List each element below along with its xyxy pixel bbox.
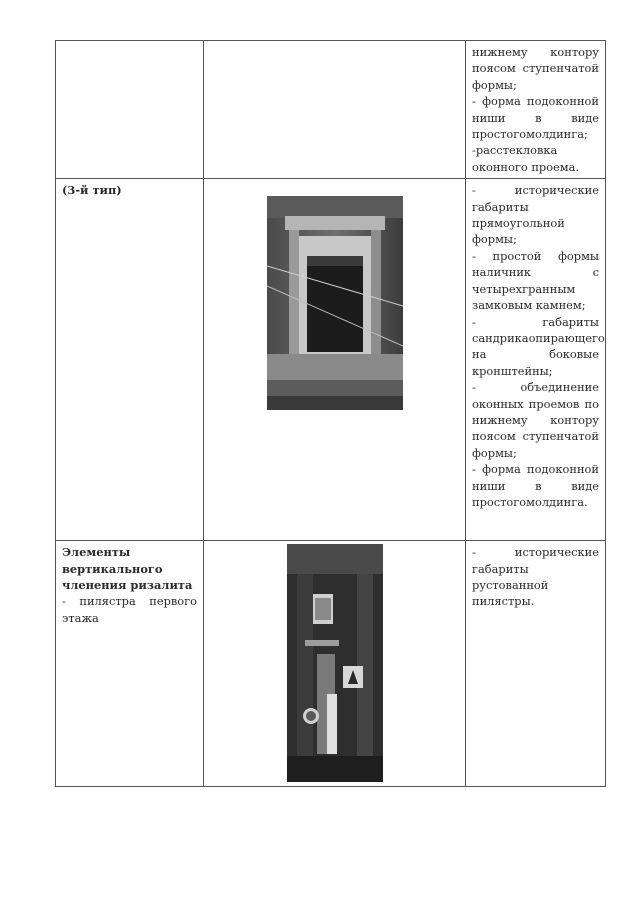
- description-line: -расстекловка: [472, 143, 558, 158]
- description-line: простогомолдинга.: [472, 494, 588, 509]
- row-label: членения ризалита: [62, 578, 193, 593]
- description-line: сандрикаопирающего: [472, 330, 605, 345]
- description-line: ниши в виде: [472, 110, 599, 125]
- description-line: прямоугольной: [472, 216, 565, 231]
- image-cell: [204, 41, 466, 179]
- image-cell: [204, 541, 466, 787]
- description-line: простогомолдинга;: [472, 127, 588, 142]
- description-line: оконных проемов по: [472, 396, 599, 411]
- description-line: поясом ступенчатой: [472, 429, 599, 444]
- description-line: - простой формы: [472, 248, 599, 263]
- description-line: нижнему контору: [472, 412, 599, 427]
- description-line: габариты: [472, 199, 529, 214]
- description-line: формы;: [472, 232, 517, 247]
- row-label: этажа: [62, 610, 99, 625]
- description-line: кронштейны;: [472, 363, 553, 378]
- pilaster-photo: [287, 544, 383, 782]
- description-line: замковым камнем;: [472, 298, 586, 313]
- description-line: нижнему контору: [472, 45, 599, 59]
- image-cell: [204, 179, 466, 541]
- description-line: на боковые: [472, 347, 599, 362]
- table-row: [56, 541, 606, 787]
- description-line: поясом ступенчатой: [472, 61, 599, 76]
- description-line: оконного проема.: [472, 159, 580, 174]
- description-line: габариты: [472, 561, 529, 576]
- description-line: формы;: [472, 445, 517, 460]
- description-line: - габариты: [472, 314, 599, 329]
- facade-elements-table: [55, 40, 606, 787]
- description-line: - исторические: [472, 183, 599, 198]
- description-line: - форма подоконной: [472, 94, 599, 109]
- row-label: Элементы: [62, 545, 131, 560]
- description-line: пилястры.: [472, 594, 535, 609]
- description-line: - форма подоконной: [472, 462, 599, 477]
- description-cell: [466, 41, 606, 179]
- description-cell: [466, 179, 606, 541]
- description-line: ниши в виде: [472, 478, 599, 493]
- description-line: - исторические: [472, 545, 599, 560]
- description-line: формы;: [472, 77, 517, 92]
- table-row: [56, 179, 606, 541]
- row-label: вертикального: [62, 561, 163, 576]
- description-line: рустованной: [472, 578, 549, 593]
- description-line: - объединение: [472, 380, 599, 395]
- label-cell: [56, 541, 204, 787]
- description-line: четырехгранным: [472, 281, 576, 296]
- window-photo: [267, 196, 403, 410]
- label-cell: [56, 179, 204, 541]
- description-line: наличник с: [472, 265, 599, 280]
- label-cell: [56, 41, 204, 179]
- row-label: - пилястра первого: [62, 594, 197, 609]
- description-cell: [466, 541, 606, 787]
- row-label: (3-й тип): [62, 183, 122, 198]
- table-row: [56, 41, 606, 179]
